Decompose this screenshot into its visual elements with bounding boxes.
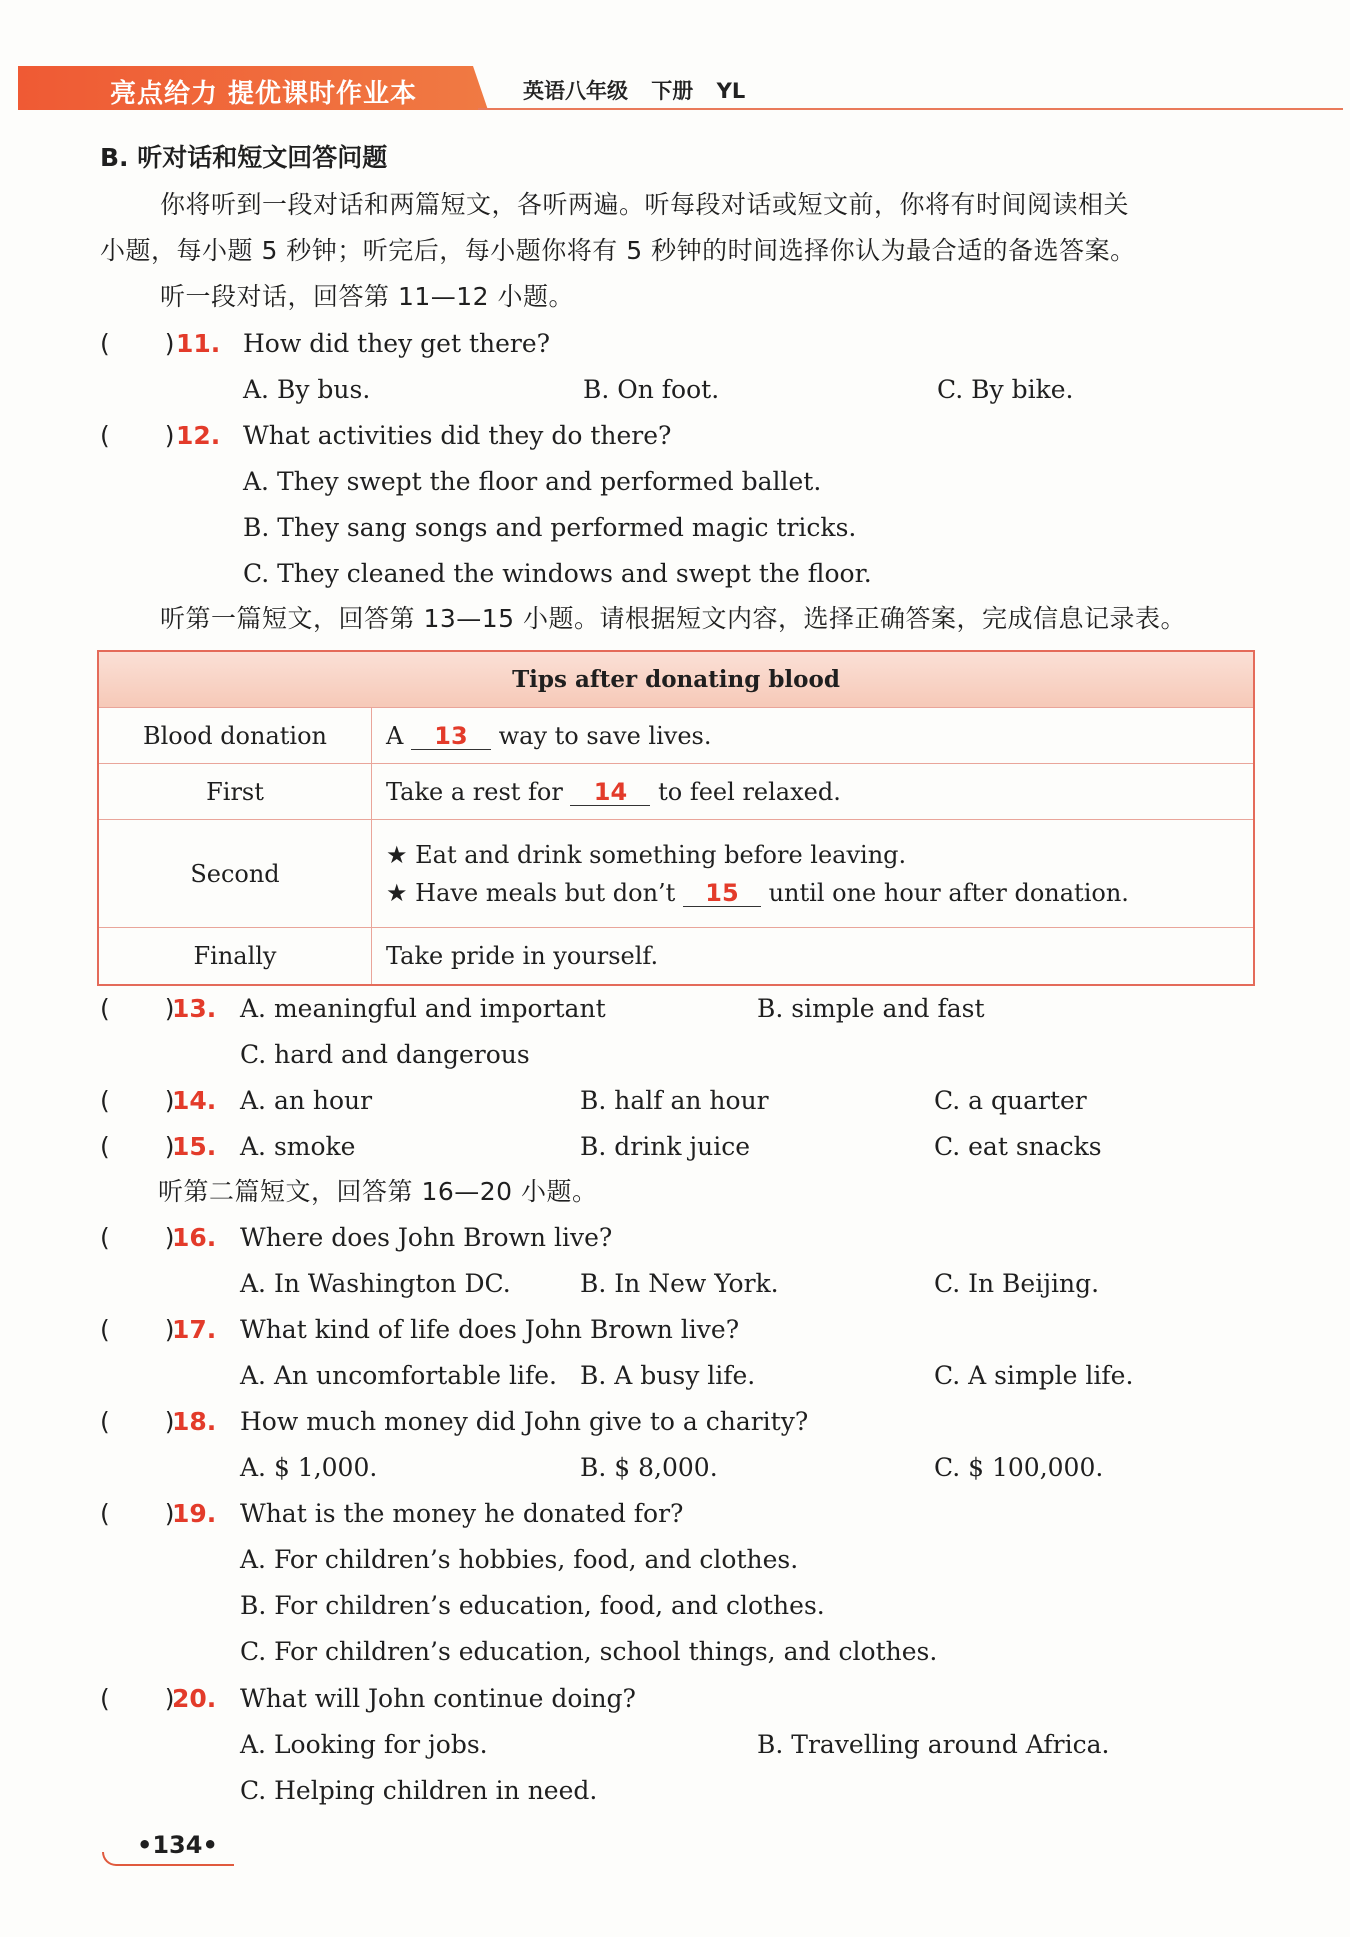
answer-paren[interactable]: ( ) [100, 1223, 175, 1252]
question-number: 17. [172, 1315, 217, 1344]
question-stem: What activities did they do there? [243, 421, 672, 450]
row-content: Take pride in yourself. [372, 928, 1255, 986]
question-number: 20. [172, 1684, 217, 1713]
page-number: •134• [137, 1831, 218, 1859]
blank-15[interactable]: 15 [683, 880, 761, 907]
option-b: B. $ 8,000. [580, 1453, 718, 1482]
question-number: 13. [172, 994, 217, 1023]
option-a: A. Looking for jobs. [240, 1730, 488, 1759]
row-text: until one hour after donation. [768, 878, 1129, 907]
page-header [18, 66, 1328, 110]
option-c: C. eat snacks [934, 1132, 1102, 1161]
option-a: A. meaningful and important [240, 994, 606, 1023]
answer-paren[interactable]: ( ) [100, 994, 175, 1023]
option-c: C. a quarter [934, 1086, 1087, 1115]
answer-paren[interactable]: ( ) [100, 1086, 175, 1115]
table-row [98, 820, 1254, 928]
question-stem: What kind of life does John Brown live? [240, 1315, 740, 1344]
option-c: C. By bike. [937, 375, 1074, 404]
row-text: way to save lives. [498, 721, 712, 750]
option-b: B. For children’s education, food, and clothes. [240, 1591, 825, 1620]
row-label: Second [98, 820, 372, 928]
blank-13[interactable]: 13 [411, 723, 491, 750]
option-b: B. A busy life. [580, 1361, 756, 1390]
row-text: to feel relaxed. [658, 777, 841, 806]
brand-title: 亮点给力 提优课时作业本 [110, 79, 418, 109]
option-a: A. An uncomfortable life. [240, 1361, 557, 1390]
option-a: A. $ 1,000. [240, 1453, 378, 1482]
option-c: C. $ 100,000. [934, 1453, 1104, 1482]
row-label: First [98, 764, 372, 820]
question-number: 15. [172, 1132, 217, 1161]
answer-paren[interactable]: ( ) [100, 1407, 175, 1436]
option-b: B. They sang songs and performed magic tricks. [243, 513, 857, 542]
row-content [372, 708, 1255, 764]
answer-paren[interactable]: ( ) [100, 1132, 175, 1161]
section-title: B. 听对话和短文回答问题 [100, 143, 388, 172]
answer-paren[interactable]: ( ) [100, 1315, 175, 1344]
intro-line-1: 你将听到一段对话和两篇短文，各听两遍。听每段对话或短文前，你将有时间阅读相关 [160, 190, 1130, 219]
table-row [98, 708, 1254, 764]
row-label: Blood donation [98, 708, 372, 764]
option-c: C. Helping children in need. [240, 1776, 598, 1805]
option-b: B. half an hour [580, 1086, 769, 1115]
dialogue-instruction: 听一段对话，回答第 11—12 小题。 [160, 282, 575, 311]
row-text: ★ Have meals but don’t [386, 878, 676, 907]
question-number: 16. [172, 1223, 217, 1252]
option-b: B. simple and fast [757, 994, 985, 1023]
row-text: A [386, 721, 404, 750]
blank-14[interactable]: 14 [570, 779, 650, 806]
option-a: A. an hour [240, 1086, 373, 1115]
answer-paren[interactable]: ( ) [100, 1499, 175, 1528]
option-b: B. On foot. [583, 375, 720, 404]
book-info: 英语八年级 下册 YL [523, 79, 746, 103]
table-row [98, 928, 1254, 986]
tips-table [97, 650, 1255, 986]
option-c: C. For children’s education, school things, and clothes. [240, 1637, 938, 1666]
question-number: 11. [176, 329, 221, 358]
row-text: ★ Eat and drink something before leaving. [386, 840, 907, 869]
option-c: C. hard and dangerous [240, 1040, 530, 1069]
option-a: A. For children’s hobbies, food, and clothes. [240, 1545, 799, 1574]
question-number: 18. [172, 1407, 217, 1436]
option-c: C. They cleaned the windows and swept the floor. [243, 559, 872, 588]
option-a: A. In Washington DC. [240, 1269, 511, 1298]
row-content [372, 764, 1255, 820]
question-stem: How much money did John give to a charity? [240, 1407, 809, 1436]
option-c: C. A simple life. [934, 1361, 1134, 1390]
option-c: C. In Beijing. [934, 1269, 1100, 1298]
question-stem: How did they get there? [243, 329, 551, 358]
row-label: Finally [98, 928, 372, 986]
question-stem: What will John continue doing? [240, 1684, 636, 1713]
table-title: Tips after donating blood [98, 651, 1254, 708]
intro-line-2: 小题，每小题 5 秒钟；听完后，每小题你将有 5 秒钟的时间选择你认为最合适的备选答案。 [100, 236, 1136, 265]
passage1-instruction: 听第一篇短文，回答第 13—15 小题。请根据短文内容，选择正确答案，完成信息记录表。 [160, 604, 1187, 633]
row-text: Take a rest for [386, 777, 563, 806]
question-stem: Where does John Brown live? [240, 1223, 613, 1252]
option-b: B. drink juice [580, 1132, 751, 1161]
table-row [98, 764, 1254, 820]
option-a: A. smoke [240, 1132, 356, 1161]
answer-paren[interactable]: ( ) [100, 1684, 175, 1713]
row-text-line [386, 879, 1252, 907]
header-divider [478, 108, 1343, 110]
option-b: B. In New York. [580, 1269, 779, 1298]
option-a: A. By bus. [243, 375, 371, 404]
answer-paren[interactable]: ( ) [100, 329, 175, 358]
question-number: 12. [176, 421, 221, 450]
option-a: A. They swept the floor and performed ballet. [243, 467, 822, 496]
option-b: B. Travelling around Africa. [757, 1730, 1110, 1759]
passage2-instruction: 听第二篇短文，回答第 16—20 小题。 [158, 1177, 598, 1206]
question-stem: What is the money he donated for? [240, 1499, 684, 1528]
question-number: 14. [172, 1086, 217, 1115]
row-content [372, 820, 1255, 928]
question-number: 19. [172, 1499, 217, 1528]
answer-paren[interactable]: ( ) [100, 421, 175, 450]
